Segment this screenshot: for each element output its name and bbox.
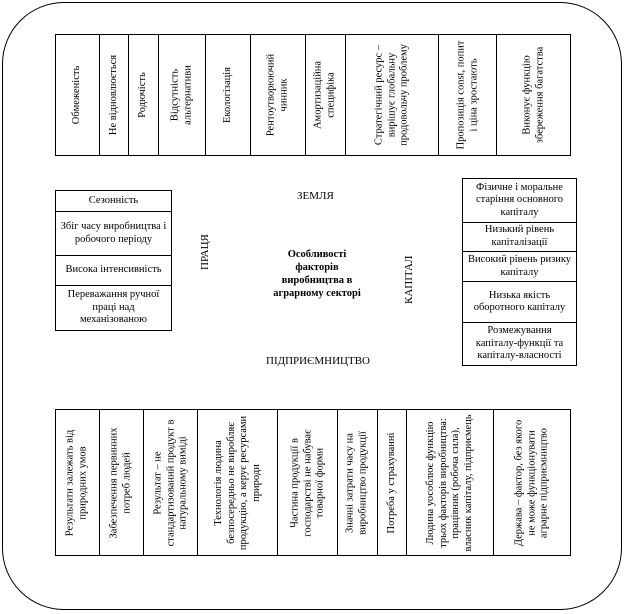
- land-feature-text: Екологізація: [221, 67, 233, 123]
- land-feature: [497, 35, 570, 155]
- land-feature-text: Не відновлюється: [107, 54, 119, 136]
- entrepreneurship-feature-text: Технологія людина безпосередньо не виробляє продукцію, а керує ресурсами природи: [212, 415, 262, 550]
- entrepreneurship-feature: [144, 410, 199, 555]
- labor-feature: Висока інтенсивність: [56, 256, 171, 286]
- land-feature: [439, 35, 497, 155]
- entrepreneurship-feature-text: Частина продукції в господарстві не набуває товарної форми: [288, 428, 325, 537]
- land-feature-text: Родючість: [137, 72, 149, 118]
- labor-features-stack: [55, 190, 172, 331]
- labor-feature: Сезонність: [56, 191, 171, 212]
- entrepreneurship-feature: [278, 410, 338, 555]
- land-feature: [206, 35, 251, 155]
- capital-features-stack: [462, 178, 577, 366]
- land-feature: [251, 35, 306, 155]
- labor-feature: Збіг часу виробництва і робочого періоду: [56, 212, 171, 256]
- land-feature-text: Амортизаційна специфіка: [312, 60, 337, 130]
- labor-feature: Переважання ручної праці над механізованою: [67, 289, 160, 326]
- capital-feature: Низька якість оборотного капіталу: [463, 282, 576, 324]
- land-feature: [100, 35, 129, 155]
- land-label: ЗЕМЛЯ: [297, 190, 334, 202]
- center-title: Особливості факторів виробництва в аграрному секторі: [273, 249, 361, 299]
- entrepreneurship-feature: [407, 410, 495, 555]
- labor-label: ПРАЦЯ: [199, 234, 211, 270]
- entrepreneurship-feature-text: Людина уособлює функцію трьох факторів виробництва: працівник (робоча сила), власник капіталу, підприємець: [424, 413, 474, 552]
- capital-feature: Низький рівень капіталізації: [463, 223, 576, 253]
- land-feature: [306, 35, 347, 155]
- capital-feature: Фізичне і моральне старіння основного капіталу: [463, 179, 576, 223]
- capital-feature: Розмежування капіталу-функції та капіталу-власності: [475, 325, 564, 362]
- entrepreneurship-feature: [338, 410, 378, 555]
- land-feature-text: Виконує функцію збереження багатства: [521, 46, 545, 144]
- entrepreneurship-feature-text: Потреба у страхуванні: [385, 432, 397, 533]
- land-feature-text: Обмеженість: [71, 65, 83, 125]
- entrepreneurship-features-row: [55, 409, 571, 556]
- land-features-row: [55, 34, 571, 156]
- land-feature-text: Стратегічний ресурс – вирішує глобальну продовольчу проблему: [373, 44, 410, 146]
- entrepreneurship-feature: [494, 410, 570, 555]
- entrepreneurship-feature: [56, 410, 100, 555]
- entrepreneurship-feature-text: Забезпечення первинних потреб людей: [108, 427, 133, 538]
- capital-feature: Високий рівень ризику капіталу: [463, 252, 576, 282]
- land-feature: [56, 35, 100, 155]
- entrepreneurship-feature: [100, 410, 144, 555]
- entrepreneurship-feature-text: Результати залежать від природних умов: [64, 429, 89, 536]
- entrepreneurship-feature-text: Держава – фактор, без якого не може функціонувати аграрне підприємництво: [513, 419, 550, 546]
- entrepreneurship-feature-text: Значні затрати часу на виробництво продукції: [344, 430, 369, 535]
- entrepreneurship-feature: [198, 410, 278, 555]
- land-feature-text: Рентоутворюючий чинник: [265, 53, 289, 137]
- capital-label: КАПІТАЛ: [403, 255, 415, 304]
- land-feature-text: Пропозиція const, попит і ціна зростають: [455, 40, 479, 150]
- land-feature-text: Відсутність альтернативи: [169, 65, 193, 125]
- land-feature: [129, 35, 159, 155]
- entrepreneurship-label: ПІДПРИЄМНИЦТВО: [266, 355, 370, 367]
- entrepreneurship-feature-text: Результат – не стандартизований продукт в натуральному виміді: [151, 419, 188, 546]
- land-feature: [346, 35, 439, 155]
- land-feature: [159, 35, 206, 155]
- entrepreneurship-feature: [378, 410, 407, 555]
